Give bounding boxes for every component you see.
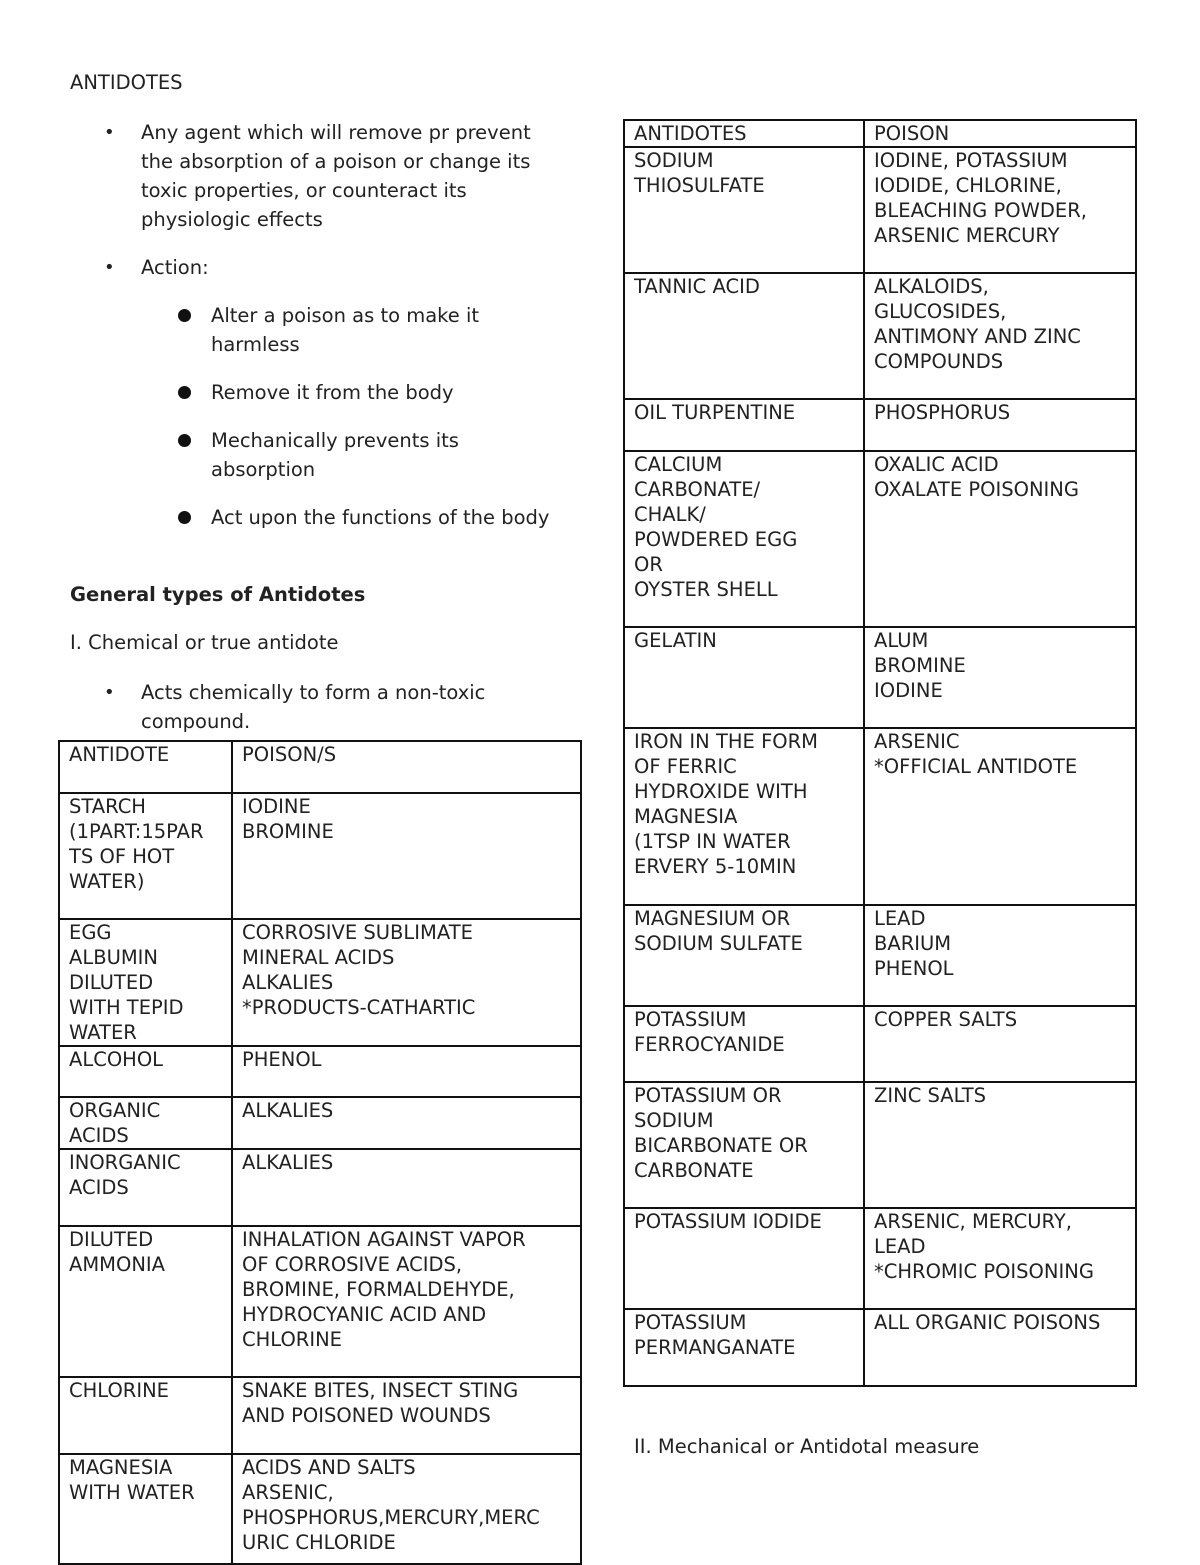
table2-antidote-cell [624,1208,864,1309]
table1-poison-cell-line: BROMINE [242,820,334,843]
table1-poison-cell-line: ARSENIC, [242,1481,334,1504]
table2-poison-cell [864,399,1136,451]
table2-antidote-cell-line: CHALK/ [634,503,706,526]
table1-poison-cell [232,1226,581,1377]
table2-poison-cell-line: ALKALOIDS, [874,275,989,298]
table2-antidote-cell-line: MAGNESIUM OR [634,907,791,930]
table2-antidote-cell-line: POTASSIUM [634,1311,747,1334]
action-item [70,253,550,282]
table1-poison-cell-line: SNAKE BITES, INSECT STING [242,1379,519,1402]
table2-poison-cell-line: PHENOL [874,957,954,980]
table2-poison-cell-line: IODINE, POTASSIUM [874,149,1068,172]
table2-antidote-cell-line: POTASSIUM OR [634,1084,782,1107]
table1-antidote-cell-line: CHLORINE [69,1379,170,1402]
chemical-antidote-table [58,740,582,1565]
table1-header-cell [59,741,232,793]
table1-row [59,1046,581,1097]
table2-row [624,451,1136,627]
table1-antidote-cell-line: AMMONIA [69,1253,166,1276]
table2-row [624,1309,1136,1386]
table2-poison-cell-line: BARIUM [874,932,952,955]
table2-antidote-cell-line: IRON IN THE FORM [634,730,819,753]
table2-antidote-cell [624,1006,864,1082]
table2-antidote-cell-line: (1TSP IN WATER [634,830,791,853]
table1-header-cell [232,741,581,793]
table2-poison-cell-line: *OFFICIAL ANTIDOTE [874,755,1078,778]
table1-poison-cell-line: HYDROCYANIC ACID AND [242,1303,487,1326]
table2-row [624,1208,1136,1309]
table2-poison-cell-line: OXALATE POISONING [874,478,1079,501]
table2-row [624,1006,1136,1082]
action-subitem [70,426,550,484]
table2-antidote-cell [624,1082,864,1208]
table1-row [59,793,581,919]
table2-antidote-cell-line: THIOSULFATE [634,174,765,197]
table2-antidote-cell-line: CARBONATE [634,1159,754,1182]
table2-row [624,273,1136,399]
table2-row [624,399,1136,451]
table1-antidote-cell-line: (1PART:15PAR [69,820,204,843]
section-two-heading: II. Mechanical or Antidotal measure [634,1435,980,1458]
table1-antidote-cell-line: WITH TEPID [69,996,184,1019]
table1-antidote-cell-line: ALBUMIN [69,946,159,969]
table2-antidote-cell-line: SODIUM [634,1109,714,1132]
table1-antidote-cell [59,793,232,919]
table1-poison-cell [232,1149,581,1226]
table1-poison-cell-line: ACIDS AND SALTS [242,1456,416,1479]
table1-row [59,1097,581,1149]
table1-antidote-cell-line: INORGANIC [69,1151,181,1174]
table1-poison-cell-line: ALKALIES [242,1151,334,1174]
general-types-heading: General types of Antidotes [70,583,366,606]
table2-poison-cell [864,1082,1136,1208]
table2-poison-cell-line: IODINE [874,679,943,702]
table2-poison-cell-line: COPPER SALTS [874,1008,1018,1031]
table1-poison-cell-line: MINERAL ACIDS [242,946,395,969]
table2-antidote-cell [624,905,864,1006]
table1-poison-cell [232,1454,581,1564]
table2-header-cell [864,120,1136,147]
table2-poison-cell-line: IODIDE, CHLORINE, [874,174,1062,197]
section-one-item [70,678,550,736]
table1-antidote-cell [59,1097,232,1149]
action-subitem [70,503,550,532]
antidote-poison-table-body [624,120,1136,1386]
table2-poison-cell [864,627,1136,728]
bullet-dot-icon [178,309,191,322]
table2-antidote-cell [624,627,864,728]
table2-poison-cell-line: ANTIMONY AND ZINC [874,325,1081,348]
table2-poison-cell-line: COMPOUNDS [874,350,1004,373]
table2-antidote-cell [624,147,864,273]
table1-antidote-cell-line: MAGNESIA [69,1456,173,1479]
action-subitem-text: Remove it from the body [211,381,454,404]
table1-poison-cell-line: CHLORINE [242,1328,343,1351]
table2-header-row [624,120,1136,147]
table1-antidote-cell [59,1377,232,1454]
table2-antidote-cell-line: PERMANGANATE [634,1336,796,1359]
table1-row [59,1149,581,1226]
antidote-poison-table [623,119,1137,1387]
table1-poison-cell [232,1046,581,1097]
table2-antidote-cell [624,273,864,399]
table2-antidote-cell-line: OR [634,553,663,576]
table2-poison-cell-line: LEAD [874,907,926,930]
table1-antidote-cell-line: WITH WATER [69,1481,195,1504]
table2-poison-cell-line: LEAD [874,1235,926,1258]
table1-antidote-cell-line: DILUTED [69,971,154,994]
table2-poison-cell-line: PHOSPHORUS [874,401,1011,424]
table1-antidote-cell [59,1046,232,1097]
table2-poison-cell [864,1208,1136,1309]
table1-header-cell-line: POISON/S [242,743,337,766]
table2-poison-cell-line: ARSENIC MERCURY [874,224,1060,247]
table2-poison-cell-line: ALUM [874,629,929,652]
table1-row [59,1377,581,1454]
table2-row [624,728,1136,905]
table1-header-cell-line: ANTIDOTE [69,743,170,766]
table1-antidote-cell-line: ALCOHOL [69,1048,164,1071]
bullet-dot-icon [178,386,191,399]
table1-poison-cell-line: ALKALIES [242,1099,334,1122]
table2-poison-cell-line: ARSENIC, MERCURY, [874,1210,1072,1233]
table2-antidote-cell-line: POWDERED EGG [634,528,798,551]
table2-antidote-cell-line: POTASSIUM IODIDE [634,1210,822,1233]
section-one-item-text: Acts chemically to form a non-toxic compound. [141,681,486,733]
page-title: ANTIDOTES [70,71,183,94]
table1-row [59,1454,581,1564]
bullet-icon: • [104,682,115,703]
table1-poison-cell-line: PHENOL [242,1048,322,1071]
table2-poison-cell [864,905,1136,1006]
table1-poison-cell-line: URIC CHLORIDE [242,1531,396,1554]
table2-antidote-cell [624,451,864,627]
table2-antidote-cell-line: OF FERRIC [634,755,737,778]
table1-row [59,919,581,1046]
table2-antidote-cell-line: POTASSIUM [634,1008,747,1031]
table1-antidote-cell-line: WATER [69,1021,137,1044]
table2-poison-cell [864,1006,1136,1082]
table2-poison-cell-line: *CHROMIC POISONING [874,1260,1094,1283]
table2-row [624,1082,1136,1208]
table2-antidote-cell-line: CALCIUM [634,453,723,476]
action-subitem-text: Act upon the functions of the body [211,506,550,529]
table2-antidote-cell [624,728,864,905]
table1-poison-cell-line: ALKALIES [242,971,334,994]
table2-row [624,147,1136,273]
table2-poison-cell [864,1309,1136,1386]
bullet-dot-icon [178,511,191,524]
table1-antidote-cell [59,919,232,1046]
table2-antidote-cell-line: CARBONATE/ [634,478,761,501]
table2-antidote-cell [624,1309,864,1386]
table2-antidote-cell-line: MAGNESIA [634,805,738,828]
table1-antidote-cell [59,1149,232,1226]
action-subitem [70,378,550,407]
table2-poison-cell-line: ZINC SALTS [874,1084,987,1107]
table2-antidote-cell [624,399,864,451]
table2-antidote-cell-line: SODIUM SULFATE [634,932,803,955]
table2-poison-cell [864,147,1136,273]
chemical-antidote-table-body [59,741,581,1564]
definition-text: Any agent which will remove pr prevent the absorption of a poison or change its toxic properties, or counteract its physiologic effects [141,121,531,231]
definition-item [70,118,550,234]
table1-poison-cell [232,1097,581,1149]
table1-antidote-cell-line: ACIDS [69,1176,129,1199]
intro-bullet-list [70,118,550,551]
table2-antidote-cell-line: SODIUM [634,149,714,172]
table1-antidote-cell-line: DILUTED [69,1228,154,1251]
table2-antidote-cell-line: ERVERY 5-10MIN [634,855,797,878]
table2-antidote-cell-line: BICARBONATE OR [634,1134,808,1157]
table1-poison-cell-line: PHOSPHORUS,MERCURY,MERC [242,1506,540,1529]
table1-header-row [59,741,581,793]
table2-poison-cell-line: GLUCOSIDES, [874,300,1007,323]
table2-poison-cell [864,273,1136,399]
action-subitem [70,301,550,359]
table2-row [624,905,1136,1006]
table1-poison-cell [232,1377,581,1454]
bullet-dot-icon [178,434,191,447]
table2-antidote-cell-line: HYDROXIDE WITH [634,780,808,803]
bullet-icon: • [104,257,115,278]
table2-antidote-cell-line: OIL TURPENTINE [634,401,796,424]
table2-header-cell-line: ANTIDOTES [634,122,747,145]
table1-poison-cell-line: CORROSIVE SUBLIMATE [242,921,473,944]
table2-poison-cell [864,451,1136,627]
action-subitem-text: Alter a poison as to make it harmless [211,304,480,356]
table1-poison-cell [232,919,581,1046]
table1-antidote-cell [59,1226,232,1377]
table2-poison-cell [864,728,1136,905]
table2-poison-cell-line: BROMINE [874,654,966,677]
table1-row [59,1226,581,1377]
table1-poison-cell-line: IODINE [242,795,311,818]
table1-poison-cell-line: OF CORROSIVE ACIDS, [242,1253,463,1276]
table2-antidote-cell-line: GELATIN [634,629,717,652]
table1-poison-cell-line: INHALATION AGAINST VAPOR [242,1228,526,1251]
table2-row [624,627,1136,728]
table1-antidote-cell [59,1454,232,1564]
table1-antidote-cell-line: ORGANIC [69,1099,161,1122]
table2-poison-cell-line: ARSENIC [874,730,960,753]
action-label: Action: [141,256,209,279]
table1-antidote-cell-line: EGG [69,921,112,944]
table1-poison-cell-line: AND POISONED WOUNDS [242,1404,491,1427]
table1-antidote-cell-line: TS OF HOT [69,845,175,868]
bullet-icon: • [104,122,115,143]
table1-antidote-cell-line: STARCH [69,795,146,818]
table2-antidote-cell-line: OYSTER SHELL [634,578,778,601]
table2-antidote-cell-line: FERROCYANIDE [634,1033,785,1056]
table2-poison-cell-line: OXALIC ACID [874,453,999,476]
action-subitem-text: Mechanically prevents its absorption [211,429,459,481]
table2-antidote-cell-line: TANNIC ACID [634,275,760,298]
table2-header-cell-line: POISON [874,122,950,145]
table2-poison-cell-line: ALL ORGANIC POISONS [874,1311,1101,1334]
section-one-heading: I. Chemical or true antidote [70,631,339,654]
table1-antidote-cell-line: ACIDS [69,1124,129,1147]
table1-poison-cell [232,793,581,919]
table1-poison-cell-line: BROMINE, FORMALDEHYDE, [242,1278,515,1301]
table2-poison-cell-line: BLEACHING POWDER, [874,199,1087,222]
table1-antidote-cell-line: WATER) [69,870,145,893]
table1-poison-cell-line: *PRODUCTS-CATHARTIC [242,996,476,1019]
table2-header-cell [624,120,864,147]
